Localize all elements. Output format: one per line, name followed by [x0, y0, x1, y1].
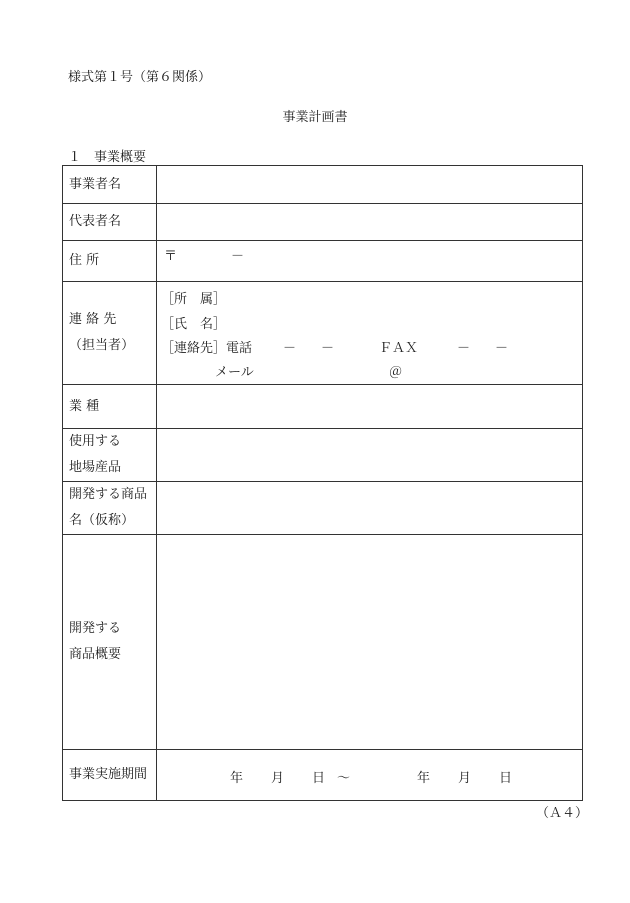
field-contact[interactable] [157, 282, 583, 385]
label-contact-a: 連 [69, 312, 83, 327]
field-industry[interactable] [157, 385, 583, 429]
phone-dash-2: － [321, 341, 335, 356]
label-address [63, 241, 157, 282]
label-local-products-line2: 地場産品 [69, 460, 122, 475]
row-product-summary [63, 535, 583, 750]
contact-mail-label: メール [215, 365, 254, 380]
paper-size-note: （Ａ４） [536, 806, 589, 821]
field-representative[interactable] [157, 204, 583, 241]
label-contact [63, 282, 157, 385]
row-address [63, 241, 583, 282]
row-contact [63, 282, 583, 385]
label-business-name-text: 事業者名 [69, 176, 122, 192]
fax-dash-2: － [495, 341, 509, 356]
business-plan-table [62, 165, 583, 801]
period-start-month: 月 [271, 771, 285, 786]
label-address-b: 所 [86, 253, 100, 268]
period-end-year: 年 [417, 771, 431, 786]
label-representative-text: 代表者名 [69, 214, 122, 229]
document-title: 事業計画書 [282, 110, 348, 125]
row-business-name [63, 166, 583, 204]
section-heading: １ 事業概要 [68, 150, 147, 165]
row-representative [63, 204, 583, 241]
label-local-products [63, 429, 157, 482]
fax-dash-1: － [457, 341, 471, 356]
postal-dash: － [231, 249, 245, 264]
label-product-name-line2: 名（仮称） [69, 513, 135, 528]
period-tilde: ～ [337, 771, 351, 786]
label-industry [63, 385, 157, 429]
row-industry [63, 385, 583, 429]
label-product-name [63, 482, 157, 535]
row-product-name [63, 482, 583, 535]
label-local-products-line1: 使用する [69, 434, 122, 449]
field-period[interactable] [157, 750, 583, 801]
form-number: 様式第１号（第６関係） [68, 70, 212, 85]
label-period [63, 750, 157, 801]
period-end-month: 月 [458, 771, 472, 786]
label-product-summary [63, 535, 157, 750]
field-business-name[interactable] [157, 166, 583, 204]
period-start-year: 年 [230, 771, 244, 786]
label-business-name [63, 166, 157, 204]
label-product-summary-line2: 商品概要 [69, 647, 122, 662]
label-contact-c: 先 [103, 312, 117, 327]
row-period [63, 750, 583, 801]
field-address[interactable] [157, 241, 583, 282]
label-contact-sub: （担当者） [69, 338, 135, 353]
contact-name: ［氏 名］ [161, 317, 227, 332]
period-end-day: 日 [499, 771, 513, 786]
field-product-name[interactable] [157, 482, 583, 535]
label-period-text: 事業実施期間 [69, 767, 148, 782]
contact-phone-label: ［連絡先］電話 [161, 341, 253, 356]
label-contact-b: 絡 [86, 312, 100, 327]
label-representative [63, 204, 157, 241]
contact-affiliation: ［所 属］ [161, 292, 227, 307]
label-product-name-line1: 開発する商品 [69, 487, 148, 502]
label-industry-a: 業 [69, 398, 83, 414]
postal-mark: 〒 [164, 249, 178, 264]
contact-at-mark: ＠ [389, 365, 403, 380]
field-local-products[interactable] [157, 429, 583, 482]
row-local-products [63, 429, 583, 482]
contact-fax-label: ＦＡＸ [379, 341, 419, 356]
label-industry-b: 種 [86, 398, 100, 414]
field-product-summary[interactable] [157, 535, 583, 750]
label-address-a: 住 [69, 253, 83, 268]
period-start-day: 日 [312, 771, 326, 786]
phone-dash-1: － [283, 341, 297, 356]
label-product-summary-line1: 開発する [69, 621, 122, 636]
